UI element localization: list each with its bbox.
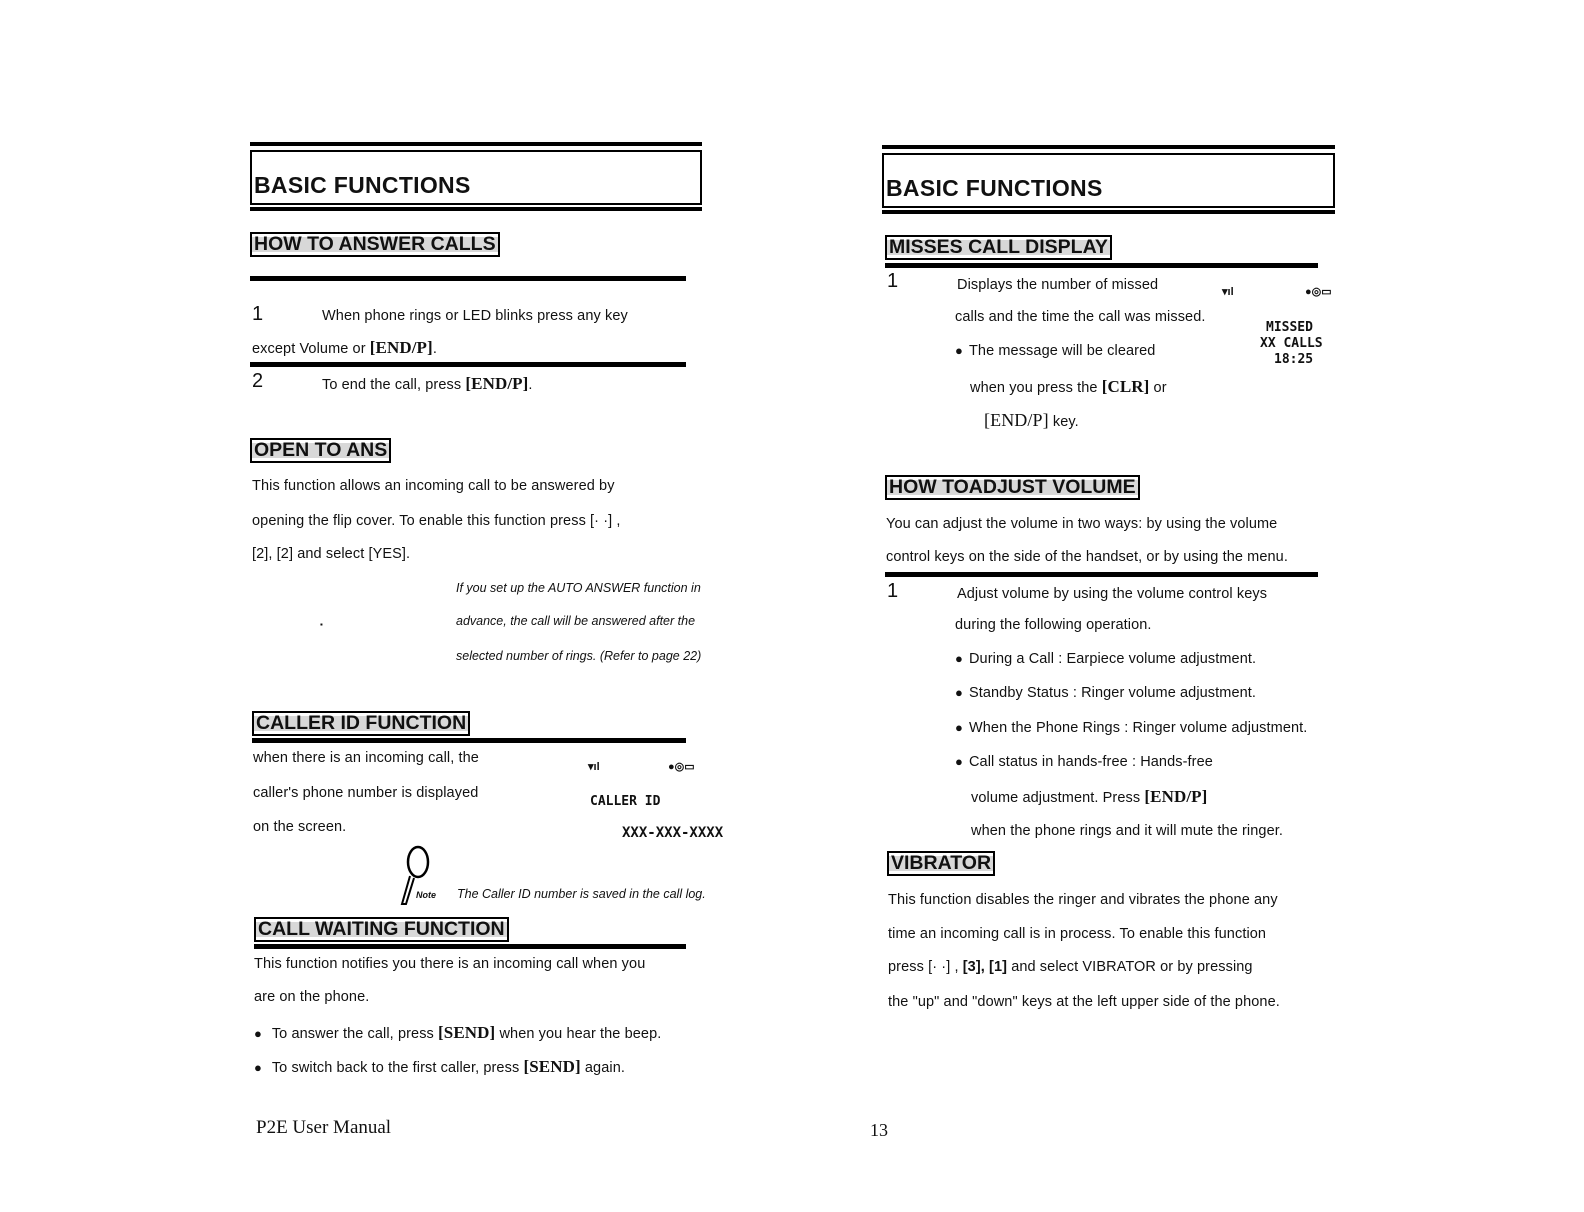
answer-step2-line [322, 374, 533, 394]
vibrator-line-3 [888, 959, 1253, 975]
open-line-1: This function allows an incoming call to be answered by [252, 478, 615, 494]
send-key: [SEND] [523, 1057, 581, 1076]
caller-id-note: The Caller ID number is saved in the call log. [457, 887, 706, 901]
volume-bullet-3: ● When the Phone Rings : Ringer volume adjustment. [955, 720, 1307, 736]
battery-icon: ●◎▭ [668, 761, 695, 773]
waiting-line-2: are on the phone. [254, 989, 370, 1005]
open-note-3: selected number of rings. (Refer to page 22) [456, 649, 702, 663]
right-header-title: BASIC FUNCTIONS [886, 175, 1103, 201]
missed-step-number: 1 [887, 270, 899, 292]
section-title-caller-id: CALLER ID FUNCTION [252, 711, 470, 736]
caller-id-screen-label: CALLER ID [590, 794, 661, 809]
section-title-vibrator: VIBRATOR [887, 851, 995, 876]
section-title-open-to-ans: OPEN TO ANS [250, 438, 391, 463]
missed-line-3-or: or [1153, 380, 1167, 396]
left-header-title: BASIC FUNCTIONS [254, 172, 471, 198]
missed-screen-line-1: MISSED [1266, 320, 1313, 335]
vibrator-line-3-end: and select VIBRATOR or by pressing [1011, 959, 1253, 975]
left-header-rule-top [250, 142, 702, 146]
volume-line-1: You can adjust the volume in two ways: by using the volume [886, 516, 1278, 532]
section-title-call-waiting: CALL WAITING FUNCTION [254, 917, 509, 942]
answer-rule-2 [250, 362, 686, 367]
answer-step1-text-b: except Volume or [252, 341, 366, 357]
volume-line-6: when the phone rings and it will mute the ringer. [971, 823, 1283, 839]
left-header-rule-bottom [250, 207, 702, 211]
volume-step-1: Adjust volume by using the volume control keys [957, 586, 1268, 602]
missed-line-4 [984, 410, 1079, 431]
missed-line-3-text: when you press the [970, 380, 1098, 396]
waiting-bullet-1-text: To answer the call, press [271, 1026, 434, 1042]
vibrator-line-3-text: press [· ·] , [888, 959, 959, 975]
answer-step2-end: . [528, 377, 533, 393]
volume-line-5 [971, 787, 1207, 807]
missed-line-4-key: key. [1052, 414, 1079, 430]
volume-bullet-1: ● During a Call : Earpiece volume adjustment. [955, 651, 1256, 667]
missed-screen-line-2: XX CALLS [1260, 336, 1323, 351]
volume-rule [885, 572, 1318, 577]
vibrator-line-4: the "up" and "down" keys at the left upper side of the phone. [888, 994, 1280, 1010]
right-header-rule-top [882, 145, 1335, 149]
caller-id-screen-number: XXX-XXX-XXXX [622, 825, 724, 841]
missed-line-3 [970, 377, 1167, 397]
caller-id-line-3: on the screen. [253, 819, 347, 835]
missed-bullet-1: ● The message will be cleared [955, 343, 1155, 359]
clr-key: [CLR] [1101, 377, 1150, 396]
missed-line-1: Displays the number of missed [957, 277, 1159, 293]
call-waiting-rule [254, 944, 686, 949]
answer-step1-end: . [432, 341, 437, 357]
section-title-volume: HOW TOADJUST VOLUME [885, 475, 1140, 500]
open-note-1: If you set up the AUTO ANSWER function in [456, 581, 701, 595]
caller-id-line-2: caller's phone number is displayed [253, 785, 479, 801]
answer-rule-1 [250, 276, 686, 281]
caller-id-rule [252, 738, 686, 743]
waiting-bullet-1-end: when you hear the beep. [499, 1026, 662, 1042]
signal-icon: ▾ıl [588, 761, 600, 773]
signal-icon: ▾ıl [1222, 286, 1234, 298]
end-p-key: [END/P] [1144, 787, 1208, 806]
send-key: [SEND] [438, 1023, 496, 1042]
waiting-bullet-1 [254, 1023, 661, 1043]
right-header-box [882, 153, 1335, 208]
waiting-bullet-2-text: To switch back to the first caller, press [271, 1060, 520, 1076]
vibrator-line-1: This function disables the ringer and vibrates the phone any [888, 892, 1278, 908]
end-p-key: [END/P] [369, 338, 433, 357]
end-p-key: [END/P] [984, 410, 1049, 430]
volume-line-2: control keys on the side of the handset, or by using the menu. [886, 549, 1288, 565]
waiting-bullet-2-end: again. [584, 1060, 625, 1076]
missed-line-2: calls and the time the call was missed. [955, 309, 1206, 325]
battery-icon: ●◎▭ [1305, 286, 1332, 298]
missed-rule [885, 263, 1318, 268]
volume-bullet-2: ● Standby Status : Ringer volume adjustment. [955, 685, 1256, 701]
answer-step1-line2 [252, 338, 437, 358]
section-title-answer: HOW TO ANSWER CALLS [250, 232, 500, 257]
right-header-rule-bottom [882, 210, 1335, 214]
waiting-line-1: This function notifies you there is an incoming call when you [254, 956, 646, 972]
answer-step2-number: 2 [252, 370, 264, 392]
menu-keys: [3], [1] [962, 959, 1008, 975]
footer-manual-title: P2E User Manual [256, 1117, 392, 1138]
volume-step-number: 1 [887, 580, 899, 602]
page-number: 13 [870, 1120, 888, 1140]
left-header-box [250, 150, 702, 205]
note-label: Note [416, 890, 436, 900]
open-line-3: [2], [2] and select [YES]. [252, 546, 411, 562]
volume-bullet-4: ● Call status in hands-free : Hands-free [955, 754, 1213, 770]
open-note-2: advance, the call will be answered after the [456, 614, 696, 628]
end-p-key: [END/P] [465, 374, 529, 393]
caller-id-line-1: when there is an incoming call, the [253, 750, 479, 766]
section-title-missed-call: MISSES CALL DISPLAY [885, 235, 1112, 260]
volume-line-5-text: volume adjustment. Press [971, 790, 1141, 806]
answer-step1-number: 1 [252, 303, 264, 325]
volume-step-2: during the following operation. [955, 617, 1152, 633]
waiting-bullet-2 [254, 1057, 625, 1077]
vibrator-line-2: time an incoming call is in process. To enable this function [888, 926, 1267, 942]
open-note-mark: ▪ [320, 620, 323, 629]
missed-screen-line-3: 18:25 [1274, 352, 1314, 367]
open-line-2: opening the flip cover. To enable this function press [· ·] , [252, 513, 621, 529]
answer-step2-text: To end the call, press [322, 377, 462, 393]
answer-step1-text: When phone rings or LED blinks press any key [322, 308, 628, 324]
